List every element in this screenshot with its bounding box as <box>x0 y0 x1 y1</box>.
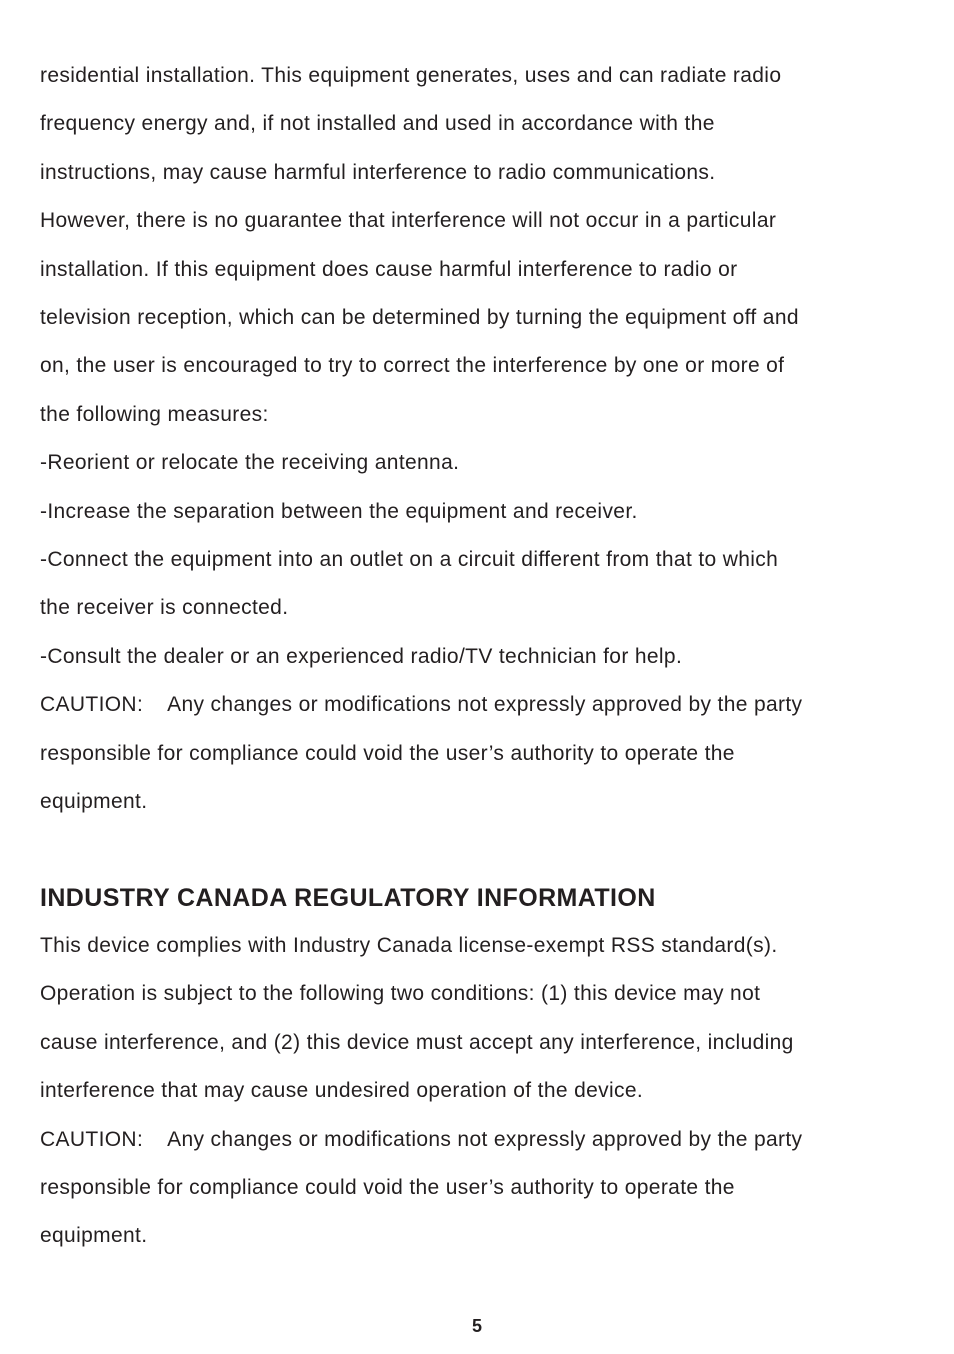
text-line: frequency energy and, if not installed and used in accordance with the <box>40 112 715 136</box>
caution-line: equipment. <box>40 790 148 814</box>
caution-text: Any changes or modifications not expressly approved by the party <box>167 693 803 717</box>
document-page <box>40 52 920 1261</box>
text-line: instructions, may cause harmful interference to radio communications. <box>40 160 716 184</box>
caution-line: equipment. <box>40 1224 148 1248</box>
measure-item: the receiver is connected. <box>40 596 289 620</box>
section-spacer <box>40 827 920 874</box>
page-number: 5 <box>471 1316 482 1336</box>
fcc-statement-paragraph <box>40 52 920 439</box>
text-line: residential installation. This equipment generates, uses and can radiate radio <box>40 64 782 87</box>
ic-statement-paragraph <box>40 922 920 1116</box>
text-line: on, the user is encouraged to try to correct the interference by one or more of <box>40 354 785 378</box>
text-line: television reception, which can be determined by turning the equipment off and <box>40 306 799 330</box>
text-line: cause interference, and (2) this device must accept any interference, including <box>40 1030 794 1054</box>
text-line: interference that may cause undesired operation of the device. <box>40 1079 644 1103</box>
caution-line <box>40 1116 920 1164</box>
measure-item: -Connect the equipment into an outlet on a circuit different from that to which <box>40 548 779 572</box>
section-heading: INDUSTRY CANADA REGULATORY INFORMATION <box>40 883 656 912</box>
caution-line: responsible for compliance could void the user’s authority to operate the <box>40 1175 735 1199</box>
caution-text: Any changes or modifications not expressly approved by the party <box>167 1127 803 1151</box>
caution-line: responsible for compliance could void the user’s authority to operate the <box>40 741 735 765</box>
measure-item: -Consult the dealer or an experienced radio/TV technician for help. <box>40 644 683 668</box>
caution-line <box>40 681 920 729</box>
measure-item: -Reorient or relocate the receiving antenna. <box>40 451 460 475</box>
text-line: Operation is subject to the following two conditions: (1) this device may not <box>40 982 761 1006</box>
ic-caution <box>40 1116 920 1261</box>
text-line: installation. If this equipment does cause harmful interference to radio or <box>40 257 738 281</box>
caution-label: CAUTION: <box>40 1127 144 1151</box>
fcc-caution <box>40 681 920 826</box>
caution-label: CAUTION: <box>40 693 144 717</box>
fcc-measures-list <box>40 439 920 681</box>
measure-item: -Increase the separation between the equipment and receiver. <box>40 499 638 523</box>
text-line: This device complies with Industry Canada license-exempt RSS standard(s). <box>40 933 778 957</box>
text-line: the following measures: <box>40 402 269 426</box>
text-line: However, there is no guarantee that interference will not occur in a particular <box>40 209 777 233</box>
